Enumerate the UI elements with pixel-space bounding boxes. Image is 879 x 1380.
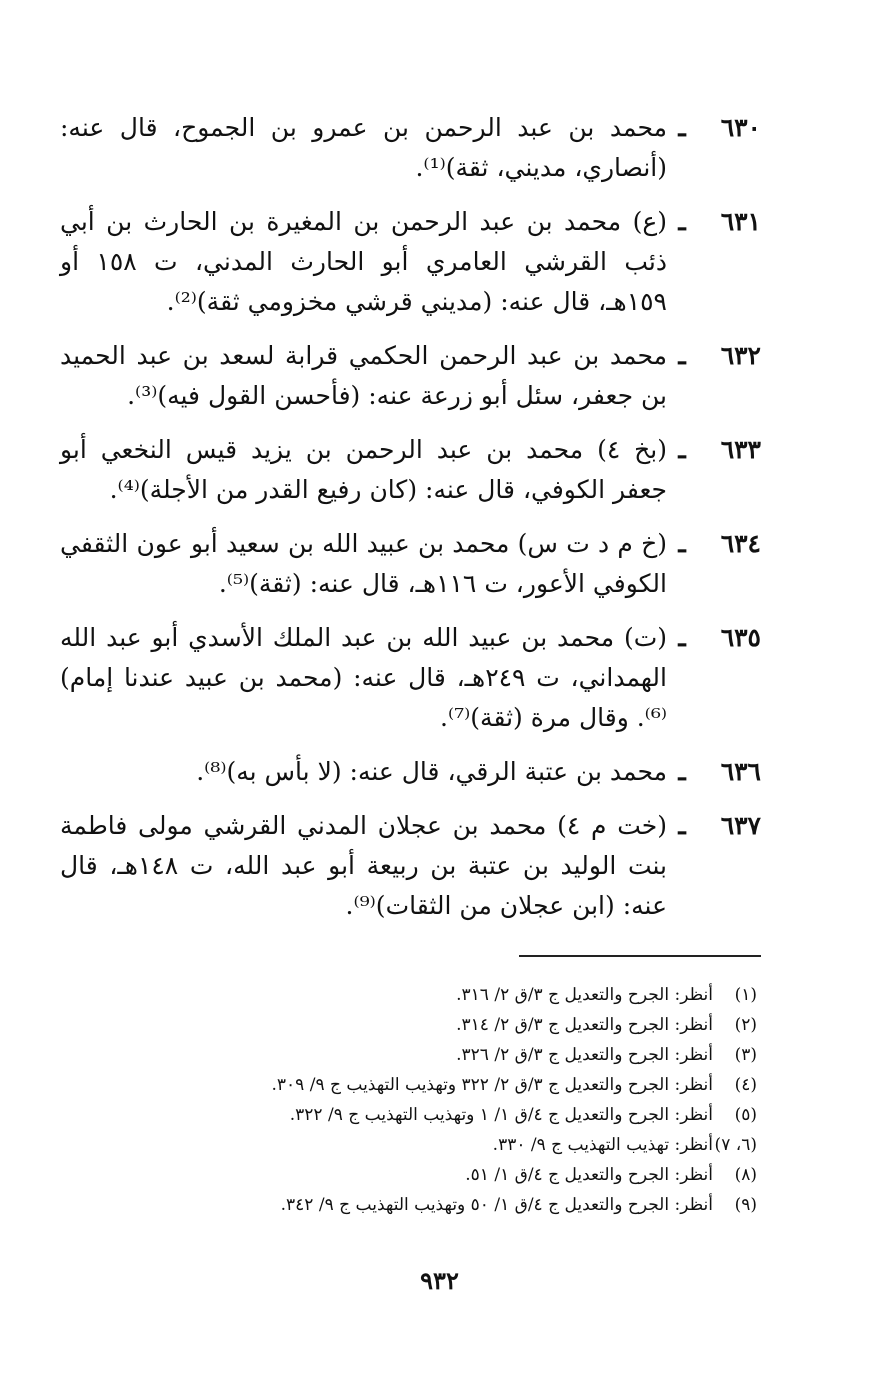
footnote <box>180 1070 757 1100</box>
entry-text: (ت) محمد بن عبيد الله بن عبد الملك الأسدي أبو عبد الله الهمداني، ت ٢٤٩هـ، قال عنه: (محمد بن عبيد عندنا إمام)⁽⁶⁾. وقال مرة (ثقة)⁽⁷⁾. <box>60 623 667 732</box>
footnote-marker: (٩) <box>734 1195 757 1215</box>
footnote <box>180 1130 757 1160</box>
footnote-marker: (٣) <box>734 1045 757 1065</box>
footnote <box>180 980 757 1010</box>
footnote-text: أنظر: الجرح والتعديل ج ٤/ق ١/ ٥٠ وتهذيب التهذيب ج ٩/ ٣٤٢. <box>280 1195 713 1215</box>
entry-dash: ـ <box>678 113 686 142</box>
entry-text: محمد بن عتبة الرقي، قال عنه: (لا بأس به)⁽⁸⁾. <box>196 757 667 786</box>
entry-dash: ـ <box>678 623 686 652</box>
entry-number: ٦٣١ <box>720 207 761 236</box>
footnote <box>180 1040 757 1070</box>
footnote-text: أنظر: الجرح والتعديل ج ٣/ق ٢/ ٣٢٦. <box>456 1045 713 1065</box>
footnote-text: أنظر: تهذيب التهذيب ج ٩/ ٣٣٠. <box>492 1135 713 1155</box>
entry <box>60 108 761 188</box>
entry <box>60 752 761 792</box>
entry-text: (خت م ٤) محمد بن عجلان المدني القرشي مولى فاطمة بنت الوليد بن عتبة بن ربيعة أبو عبد الله، ت ١٤٨هـ، قال عنه: (ابن عجلان من الثقات)⁽⁹⁾. <box>60 811 667 920</box>
entries-list <box>60 108 761 940</box>
footnote-marker: (٦، ٧) <box>714 1135 757 1155</box>
footnote-text: أنظر: الجرح والتعديل ج ٤/ق ١/ ١ وتهذيب التهذيب ج ٩/ ٣٢٢. <box>289 1105 713 1125</box>
entry <box>60 430 761 510</box>
footnote-marker: (٨) <box>734 1165 757 1185</box>
footnote <box>180 1010 757 1040</box>
entry <box>60 524 761 604</box>
footnote-text: أنظر: الجرح والتعديل ج ٣/ق ٢/ ٣١٤. <box>456 1015 713 1035</box>
page-number: ٩٣٢ <box>420 1266 459 1295</box>
footnote <box>180 1160 757 1190</box>
footnote-marker: (١) <box>734 985 757 1005</box>
entry-dash: ـ <box>678 757 686 786</box>
footnote <box>180 1100 757 1130</box>
entry-text: محمد بن عبد الرحمن الحكمي قرابة لسعد بن عبد الحميد بن جعفر، سئل أبو زرعة عنه: (فأحسن القول فيه)⁽³⁾. <box>60 341 667 410</box>
entry-number: ٦٣٤ <box>720 529 761 558</box>
entry-number: ٦٣٢ <box>720 341 761 370</box>
entry <box>60 202 761 322</box>
entry <box>60 618 761 738</box>
entry-number: ٦٣٧ <box>720 811 761 840</box>
entry-text: (بخ ٤) محمد بن عبد الرحمن بن يزيد قيس النخعي أبو جعفر الكوفي، قال عنه: (كان رفيع القدر من الأجلة)⁽⁴⁾. <box>60 435 667 504</box>
entry-text: (ع) محمد بن عبد الرحمن بن المغيرة بن الحارث بن أبي ذئب القرشي العامري أبو الحارث المدني، ت ١٥٨ أو ١٥٩هـ، قال عنه: (مديني قرشي مخزومي ثقة)⁽²⁾. <box>60 207 667 316</box>
footnote-marker: (٤) <box>734 1075 757 1095</box>
entry-dash: ـ <box>678 529 686 558</box>
footnote-text: أنظر: الجرح والتعديل ج ٣/ق ٢/ ٣٢٢ وتهذيب التهذيب ج ٩/ ٣٠٩. <box>271 1075 713 1095</box>
entry-dash: ـ <box>678 435 686 464</box>
footnote-marker: (٢) <box>734 1015 757 1035</box>
footnote-marker: (٥) <box>734 1105 757 1125</box>
footnote-text: أنظر: الجرح والتعديل ج ٤/ق ١/ ٥١. <box>465 1165 713 1185</box>
entry-dash: ـ <box>678 341 686 370</box>
footnote <box>180 1190 757 1220</box>
footnote-divider <box>519 955 761 957</box>
entry-text: (خ م د ت س) محمد بن عبيد الله بن سعيد أبو عون الثقفي الكوفي الأعور، ت ١١٦هـ، قال عنه: (ثقة)⁽⁵⁾. <box>60 529 667 598</box>
entry-number: ٦٣٠ <box>720 113 761 142</box>
footnote-text: أنظر: الجرح والتعديل ج ٣/ق ٢/ ٣١٦. <box>456 985 713 1005</box>
entry-dash: ـ <box>678 811 686 840</box>
entry-number: ٦٣٣ <box>720 435 761 464</box>
entry-number: ٦٣٥ <box>720 623 761 652</box>
entry-dash: ـ <box>678 207 686 236</box>
footnotes-list <box>180 980 757 1220</box>
entry <box>60 336 761 416</box>
entry-number: ٦٣٦ <box>720 757 761 786</box>
entry <box>60 806 761 926</box>
entry-text: محمد بن عبد الرحمن بن عمرو بن الجموح، قال عنه: (أنصاري، مديني، ثقة)⁽¹⁾. <box>60 113 667 182</box>
